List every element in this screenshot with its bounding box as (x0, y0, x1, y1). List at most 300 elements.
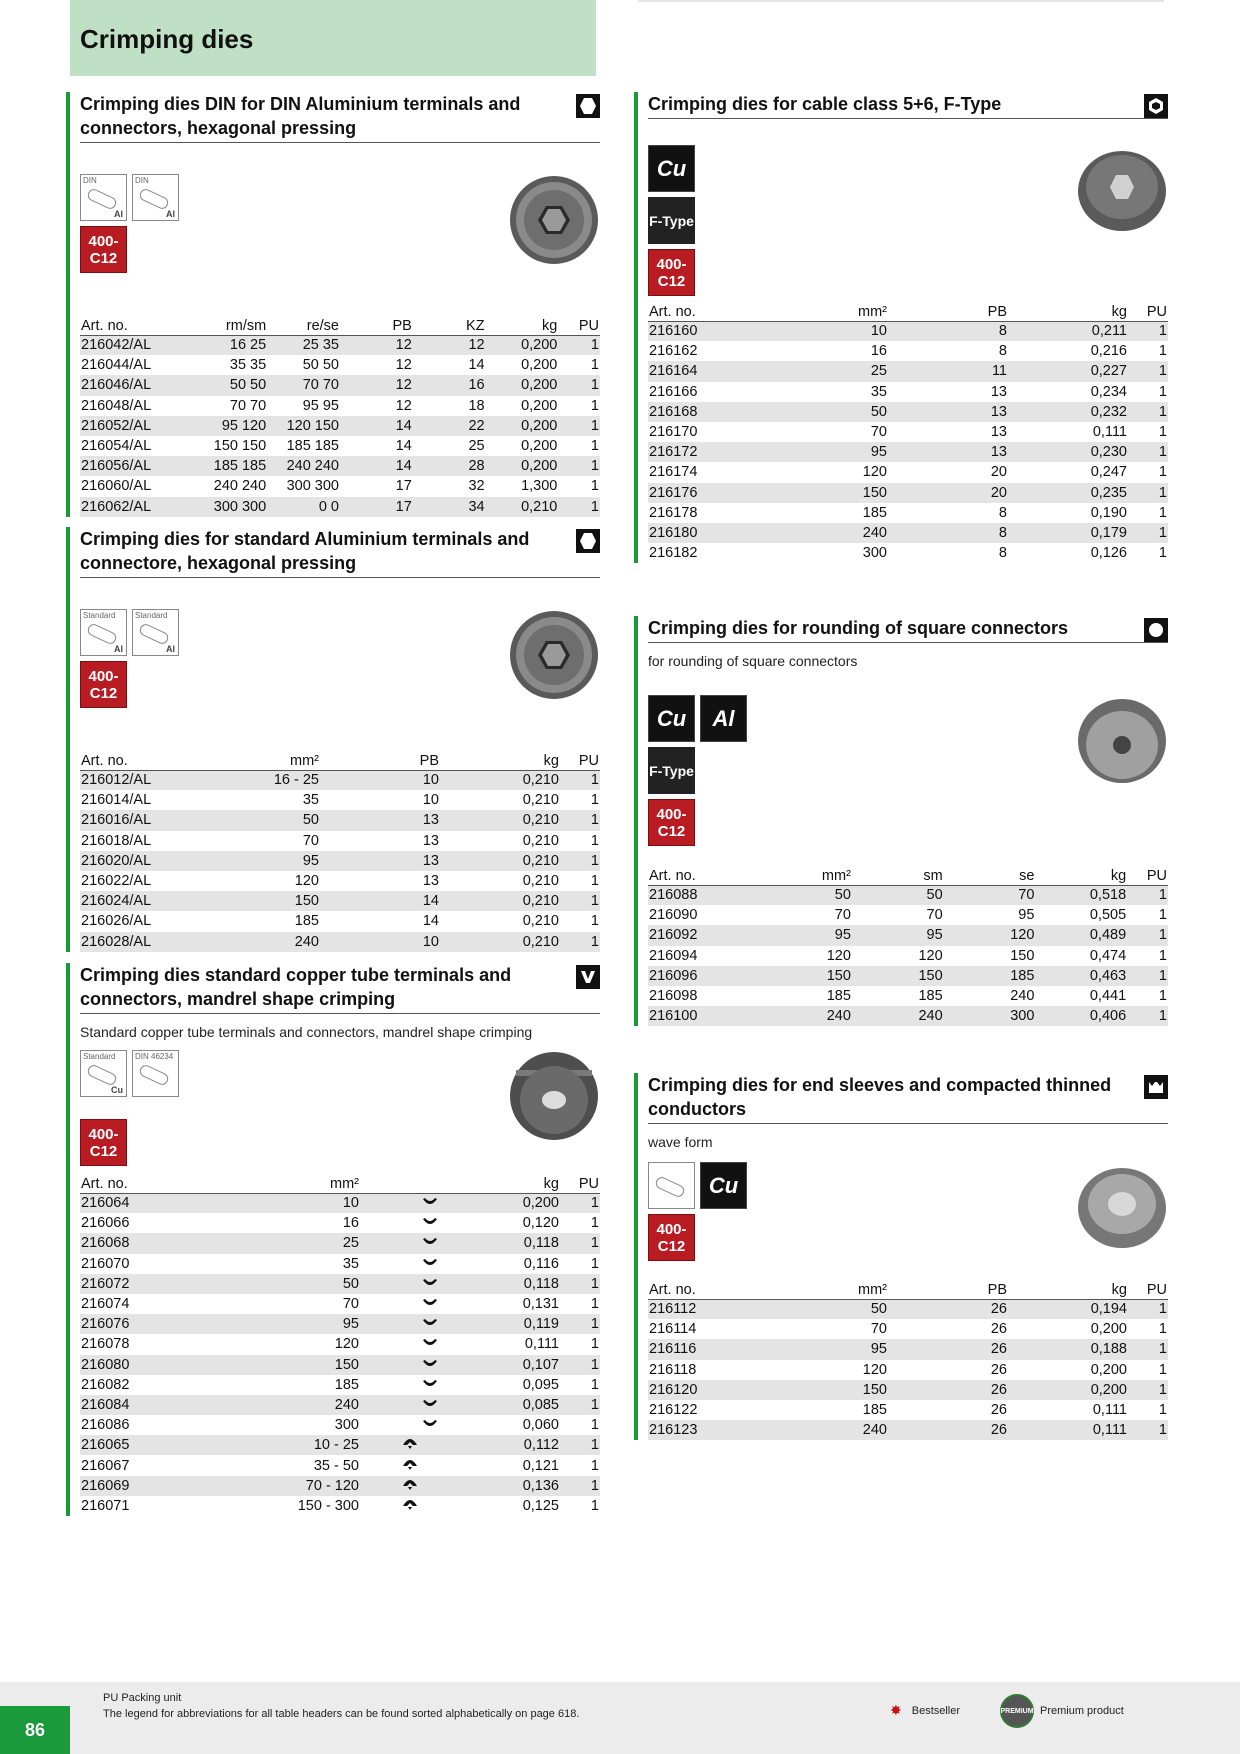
premium-legend (1000, 1694, 1124, 1728)
table-cell: 216064 (80, 1193, 220, 1213)
table-cell: 0,121 (522, 1457, 559, 1474)
badge-group (648, 1162, 1168, 1281)
crimp-shape-cell (360, 1274, 460, 1294)
din46234-terminal-icon: DIN 46234 (132, 1050, 179, 1097)
table-cell: 12 (413, 335, 486, 355)
table-cell: 0,489 (1035, 925, 1127, 945)
table-cell: 17 (340, 497, 413, 517)
table-cell: 95 (1018, 907, 1035, 924)
table-cell: 0,210 (522, 792, 559, 809)
table-row (80, 1415, 600, 1435)
crimp-shape-cell (360, 1355, 460, 1375)
table-cell: 1 (1128, 1420, 1168, 1440)
table-row (80, 1274, 600, 1294)
table-cell: 10 (220, 1193, 360, 1213)
col-art-no: Art. no. (648, 1281, 768, 1299)
table-cell: 120 150 (267, 416, 340, 436)
hexagon-shape-icon (576, 94, 600, 118)
table-cell: 216022/AL (81, 873, 152, 890)
crimp-shape-cell (360, 1254, 460, 1274)
table-cell: 216069 (80, 1476, 220, 1496)
table-row (80, 375, 600, 395)
mandrel-crimp-icon (422, 1217, 438, 1227)
table-cell: 95 (768, 442, 888, 462)
table-cell: 22 (413, 416, 486, 436)
table-cell: 1 (1158, 1321, 1167, 1338)
col-pb: PB (340, 317, 413, 335)
col-art-no: Art. no. (80, 1175, 220, 1193)
crimp-shape-cell (360, 1496, 460, 1516)
table-cell: 14 (320, 891, 440, 911)
section-end-sleeves (634, 1073, 1168, 1440)
table-row (648, 925, 1168, 945)
table-cell: 50 (768, 1299, 888, 1319)
badge-group (80, 609, 600, 752)
section-subtitle: for rounding of square connectors (648, 653, 858, 669)
col-art-no: Art. no. (648, 303, 768, 321)
table-cell: 240 (760, 1006, 852, 1026)
table-cell: 1 (1158, 988, 1167, 1005)
table-row (80, 1334, 600, 1354)
standard-al-connector-icon: Standard Al (132, 609, 179, 656)
mandrel-crimp-icon (422, 1399, 438, 1409)
crimp-shape-cell (360, 1435, 460, 1455)
din-al-terminal-icon: DIN Al (80, 174, 127, 221)
table-row (648, 543, 1168, 563)
table-cell: 185 (862, 504, 887, 521)
crimp-shape-cell (360, 1476, 460, 1496)
table-cell: 1 (560, 851, 600, 871)
table-cell: 1 (590, 792, 599, 809)
bestseller-label: Bestseller (911, 1704, 961, 1717)
table-cell: 120 (294, 873, 319, 890)
section-title-text: Crimping dies for rounding of square connectors (648, 618, 1069, 638)
table-cell: 0,200 (486, 416, 559, 436)
table-cell: 150 (768, 483, 888, 503)
table-row (80, 476, 600, 496)
table-row (80, 1213, 600, 1233)
table-cell: 25 (220, 1233, 360, 1253)
table-cell: 11 (888, 361, 1008, 381)
round-shape-icon (1144, 618, 1168, 642)
crimp-shape-cell (360, 1375, 460, 1395)
table-cell: 216054/AL (81, 438, 152, 455)
crimp-shape-cell (360, 1213, 460, 1233)
table-cell: 0,190 (1090, 504, 1127, 521)
rounding-square-table (648, 867, 1168, 1026)
table-cell: 35 35 (229, 357, 267, 374)
mandrel-crimp-icon (422, 1258, 438, 1268)
table-row (80, 396, 600, 416)
table-row (648, 885, 1168, 905)
table-cell: 25 (468, 438, 485, 455)
page-footer (0, 1682, 1240, 1754)
table-cell: 18 (468, 397, 485, 414)
table-cell: 34 (413, 497, 486, 517)
table-cell: 1 (590, 438, 599, 455)
table-cell: 240 240 (267, 456, 340, 476)
col-pu: PU (560, 1175, 600, 1193)
wave-shape-icon (1144, 1075, 1168, 1099)
table-cell: 50 (220, 1274, 360, 1294)
table-cell: 70 - 120 (220, 1476, 360, 1496)
table-row (80, 1254, 600, 1274)
table-cell: 28 (413, 456, 486, 476)
table-cell: 216160 (648, 321, 768, 341)
table-cell: 0,518 (1035, 885, 1127, 905)
crimping-die-image (508, 1050, 600, 1142)
table-cell: 70 70 (229, 397, 267, 414)
col-kg: kg (486, 317, 559, 335)
table-cell: 216090 (649, 907, 698, 924)
table-cell: 150 150 (213, 438, 267, 455)
table-cell: 13 (888, 402, 1008, 422)
table-cell: 185 (334, 1376, 359, 1393)
footer-legend-note: The legend for abbreviations for all table headers can be found sorted alphabetically on page 618. (103, 1708, 580, 1720)
table-cell: 1 (1158, 383, 1167, 400)
table-cell: 216067 (81, 1457, 130, 1474)
table-cell: 0,200 (486, 456, 559, 476)
crimping-die-image (1076, 1162, 1168, 1254)
table-row (648, 1006, 1168, 1026)
table-cell: 1 (590, 1376, 599, 1393)
table-cell: 0,111 (524, 1336, 559, 1353)
table-cell: 240 (852, 1006, 944, 1026)
col-mm2: mm² (760, 867, 852, 885)
table-cell: 185 (826, 988, 851, 1005)
col-mm2: mm² (220, 752, 320, 770)
mandrel-crimp-icon (422, 1318, 438, 1328)
table-cell: 0,131 (522, 1296, 559, 1313)
table-cell: 216112 (648, 1299, 768, 1319)
table-row (80, 891, 600, 911)
table-cell: 1 (560, 1274, 600, 1294)
table-row (648, 1360, 1168, 1380)
table-row (648, 402, 1168, 422)
standard-al-terminal-icon: Standard Al (80, 609, 127, 656)
table-cell: 95 (760, 925, 852, 945)
table-cell: 120 (918, 947, 943, 964)
table-cell: 16 25 (194, 335, 267, 355)
copper-tube-table (80, 1175, 600, 1516)
table-row (648, 1380, 1168, 1400)
table-cell: 0 0 (267, 497, 340, 517)
table-cell: 150 (852, 966, 944, 986)
table-cell: 216065 (80, 1435, 220, 1455)
table-cell: 14 (422, 913, 439, 930)
col-art-no: Art. no. (80, 317, 194, 335)
table-cell: 70 (834, 907, 851, 924)
table-cell: 12 (340, 375, 413, 395)
table-cell: 0,210 (440, 891, 560, 911)
standard-cu-terminal-icon: Standard Cu (80, 1050, 127, 1097)
table-cell: 26 (990, 1402, 1007, 1419)
table-cell: 0,441 (1089, 988, 1127, 1005)
table-cell: 216074 (81, 1296, 130, 1313)
indent-crimp-icon (402, 1437, 418, 1449)
table-cell: 216178 (649, 504, 698, 521)
table-cell: 1 (1128, 361, 1168, 381)
table-cell: 185 185 (194, 456, 267, 476)
table-cell: 240 (1010, 988, 1035, 1005)
table-cell: 1 (558, 456, 600, 476)
table-cell: 0,210 (440, 810, 560, 830)
table-cell: 14 (340, 456, 413, 476)
table-cell: 0,200 (460, 1193, 560, 1213)
col-mm2: mm² (220, 1175, 360, 1193)
col-kg: kg (460, 1175, 560, 1193)
col-kz: KZ (413, 317, 486, 335)
section-title (80, 527, 600, 578)
indent-crimp-icon (402, 1498, 418, 1510)
tool-400-c12-badge: 400- C12 (648, 799, 695, 846)
table-cell: 12 (395, 357, 412, 374)
table-row (80, 1455, 600, 1475)
table-cell: 216094 (649, 947, 698, 964)
table-cell: 185 (294, 913, 319, 930)
table-cell: 216122 (649, 1402, 698, 1419)
table-cell: 8 (888, 523, 1008, 543)
table-cell: 216123 (648, 1420, 768, 1440)
col-mm2: mm² (768, 303, 888, 321)
table-row (80, 1355, 600, 1375)
table-cell: 0,118 (460, 1233, 560, 1253)
table-cell: 70 (926, 907, 943, 924)
table-row (80, 456, 600, 476)
table-cell: 216056/AL (80, 456, 194, 476)
din-al-connector-icon: DIN Al (132, 174, 179, 221)
table-cell: 0,060 (522, 1417, 559, 1434)
table-cell: 216084 (80, 1395, 220, 1415)
table-cell: 240 (768, 523, 888, 543)
table-row (648, 946, 1168, 966)
table-cell: 216024/AL (80, 891, 220, 911)
table-cell: 240 (220, 1395, 360, 1415)
table-cell: 216018/AL (81, 832, 152, 849)
table-cell: 1 (1158, 1402, 1167, 1419)
section-title (648, 92, 1168, 119)
table-cell: 1 (590, 1255, 599, 1272)
mandrel-crimp-icon (422, 1237, 438, 1247)
table-cell: 216044/AL (81, 357, 152, 374)
table-cell: 300 300 (194, 497, 267, 517)
table-cell: 1 (590, 913, 599, 930)
table-cell: 1 (1158, 464, 1167, 481)
table-cell: 20 (990, 464, 1007, 481)
table-row (648, 1319, 1168, 1339)
table-cell: 120 (862, 1361, 887, 1378)
table-row (648, 1420, 1168, 1440)
table-cell: 1 (1128, 442, 1168, 462)
table-row (648, 966, 1168, 986)
table-cell: 1 (560, 932, 600, 952)
table-cell: 1,300 (521, 478, 558, 495)
section-title-text: Crimping dies DIN for DIN Aluminium terminals and connectors, hexagonal pressing (80, 94, 521, 138)
mandrel-crimp-icon (422, 1278, 438, 1288)
table-cell: 50 50 (194, 375, 267, 395)
table-cell: 150 - 300 (297, 1497, 359, 1514)
table-cell: 0,194 (1008, 1299, 1128, 1319)
table-cell: 216068 (80, 1233, 220, 1253)
section-standard-aluminium (66, 527, 600, 952)
table-row (80, 871, 600, 891)
table-cell: 13 (888, 442, 1008, 462)
table-cell: 0,112 (460, 1435, 560, 1455)
col-kg: kg (440, 752, 560, 770)
tool-400-c12-badge: 400- C12 (80, 226, 127, 273)
table-cell: 0,111 (1092, 424, 1127, 441)
table-cell: 50 (760, 885, 852, 905)
table-cell: 1 (558, 416, 600, 436)
table-cell: 216182 (649, 545, 698, 562)
table-cell: 240 240 (213, 478, 267, 495)
table-cell: 0,216 (1090, 343, 1127, 360)
table-row (648, 382, 1168, 402)
table-cell: 25 35 (267, 335, 340, 355)
crimp-shape-cell (360, 1455, 460, 1475)
table-cell: 0,179 (1008, 523, 1128, 543)
table-row (80, 790, 600, 810)
table-cell: 216066 (81, 1215, 130, 1232)
crimp-shape-cell (360, 1334, 460, 1354)
table-cell: 216100 (648, 1006, 760, 1026)
table-cell: 1 (590, 1336, 599, 1353)
col-pb: PB (888, 1281, 1008, 1299)
footer-pu-note: PU Packing unit (103, 1692, 182, 1704)
table-cell: 0,210 (486, 497, 559, 517)
table-cell: 14 (395, 438, 412, 455)
table-cell: 1 (590, 1417, 599, 1434)
section-rounding-square (634, 616, 1168, 1026)
table-cell: 1 (590, 357, 599, 374)
table-cell: 216118 (649, 1361, 697, 1378)
crimp-shape-cell (360, 1233, 460, 1253)
table-cell: 216026/AL (81, 913, 152, 930)
table-row (80, 416, 600, 436)
table-cell: 1 (560, 891, 600, 911)
table-cell: 216020/AL (80, 851, 220, 871)
table-cell: 216168 (648, 402, 768, 422)
bestseller-legend (890, 1702, 960, 1719)
table-cell: 120 (862, 464, 887, 481)
badge-group (80, 1050, 600, 1175)
crimp-shape-cell (360, 1395, 460, 1415)
table-cell: 0,406 (1035, 1006, 1127, 1026)
table-cell: 1 (590, 478, 599, 495)
table-cell: 216096 (648, 966, 760, 986)
table-cell: 10 (320, 770, 440, 790)
table-cell: 216046/AL (80, 375, 194, 395)
table-cell: 300 300 (286, 478, 339, 495)
table-row (80, 1375, 600, 1395)
table-cell: 1 (558, 375, 600, 395)
table-row (648, 1400, 1168, 1420)
tool-400-c12-badge: 400- C12 (648, 249, 695, 296)
section-title-text: Crimping dies for end sleeves and compacted thinned conductors (648, 1075, 1112, 1119)
table-cell: 10 (422, 792, 439, 809)
table-cell: 8 (998, 504, 1007, 521)
table-cell: 216078 (81, 1336, 130, 1353)
table-row (648, 503, 1168, 523)
table-cell: 1 (1127, 925, 1168, 945)
mandrel-crimp-icon (422, 1197, 438, 1207)
table-cell: 216098 (649, 988, 698, 1005)
table-cell: 216052/AL (80, 416, 194, 436)
table-cell: 16 (342, 1215, 359, 1232)
table-row (648, 442, 1168, 462)
table-cell: 26 (888, 1299, 1008, 1319)
table-row (80, 770, 600, 790)
table-cell: 12 (340, 335, 413, 355)
table-cell: 0,111 (1092, 1402, 1127, 1419)
mandrel-crimp-icon (422, 1298, 438, 1308)
table-row (648, 1299, 1168, 1319)
badge-group (648, 695, 1168, 867)
crimp-shape-cell (360, 1294, 460, 1314)
table-cell: 1 (1128, 1380, 1168, 1400)
table-cell: 0,200 (486, 375, 559, 395)
page-title: Crimping dies (80, 24, 254, 54)
table-cell: 20 (888, 483, 1008, 503)
table-cell: 1 (1128, 483, 1168, 503)
section-title-text: Crimping dies standard copper tube terminals and connectors, mandrel shape crimping (80, 965, 512, 1009)
section-title-text: Crimping dies for standard Aluminium terminals and connectore, hexagonal pressing (80, 529, 530, 573)
end-sleeve-icon (648, 1162, 695, 1209)
table-cell: 26 (990, 1361, 1007, 1378)
table-cell: 35 - 50 (313, 1457, 359, 1474)
table-cell: 50 (220, 810, 320, 830)
table-cell: 0,232 (1008, 402, 1128, 422)
table-cell: 1 (1158, 947, 1167, 964)
section-subtitle: wave form (648, 1134, 713, 1150)
mandrel-crimp-icon (422, 1359, 438, 1369)
table-cell: 120 (826, 947, 851, 964)
table-cell: 13 (990, 424, 1007, 441)
table-cell: 70 (944, 885, 1036, 905)
table-cell: 1 (1128, 1339, 1168, 1359)
table-cell: 216120 (648, 1380, 768, 1400)
table-cell: 300 (334, 1417, 359, 1434)
indent-crimp-icon (402, 1458, 418, 1470)
table-cell: 1 (558, 497, 600, 517)
badge-group (80, 174, 600, 317)
table-cell: 0,247 (1090, 464, 1127, 481)
section-subtitle: Standard copper tube terminals and connectors, mandrel shape crimping (80, 1024, 533, 1040)
col-art-no: Art. no. (648, 867, 760, 885)
section-title-text: Crimping dies for cable class 5+6, F-Type (648, 94, 1002, 114)
table-cell: 1 (1128, 321, 1168, 341)
table-row (648, 361, 1168, 381)
table-cell: 0,119 (460, 1314, 560, 1334)
table-cell: 120 (334, 1336, 359, 1353)
premium-logo-icon: PREMIUM (1000, 1694, 1034, 1728)
table-cell: 50 50 (302, 357, 339, 374)
table-row (80, 810, 600, 830)
col-pu: PU (560, 752, 600, 770)
col-se: se (944, 867, 1036, 885)
table-cell: 185 (918, 988, 943, 1005)
table-cell: 1 (1127, 885, 1168, 905)
table-cell: 70 70 (267, 375, 340, 395)
mandrel-crimp-icon (422, 1419, 438, 1429)
cable-class-table (648, 303, 1168, 563)
table-cell: 16 (413, 375, 486, 395)
section-title (648, 1073, 1168, 1124)
table-cell: 95 (852, 925, 944, 945)
table-cell: 13 (320, 851, 440, 871)
table-row (648, 1339, 1168, 1359)
col-sm: sm (852, 867, 944, 885)
